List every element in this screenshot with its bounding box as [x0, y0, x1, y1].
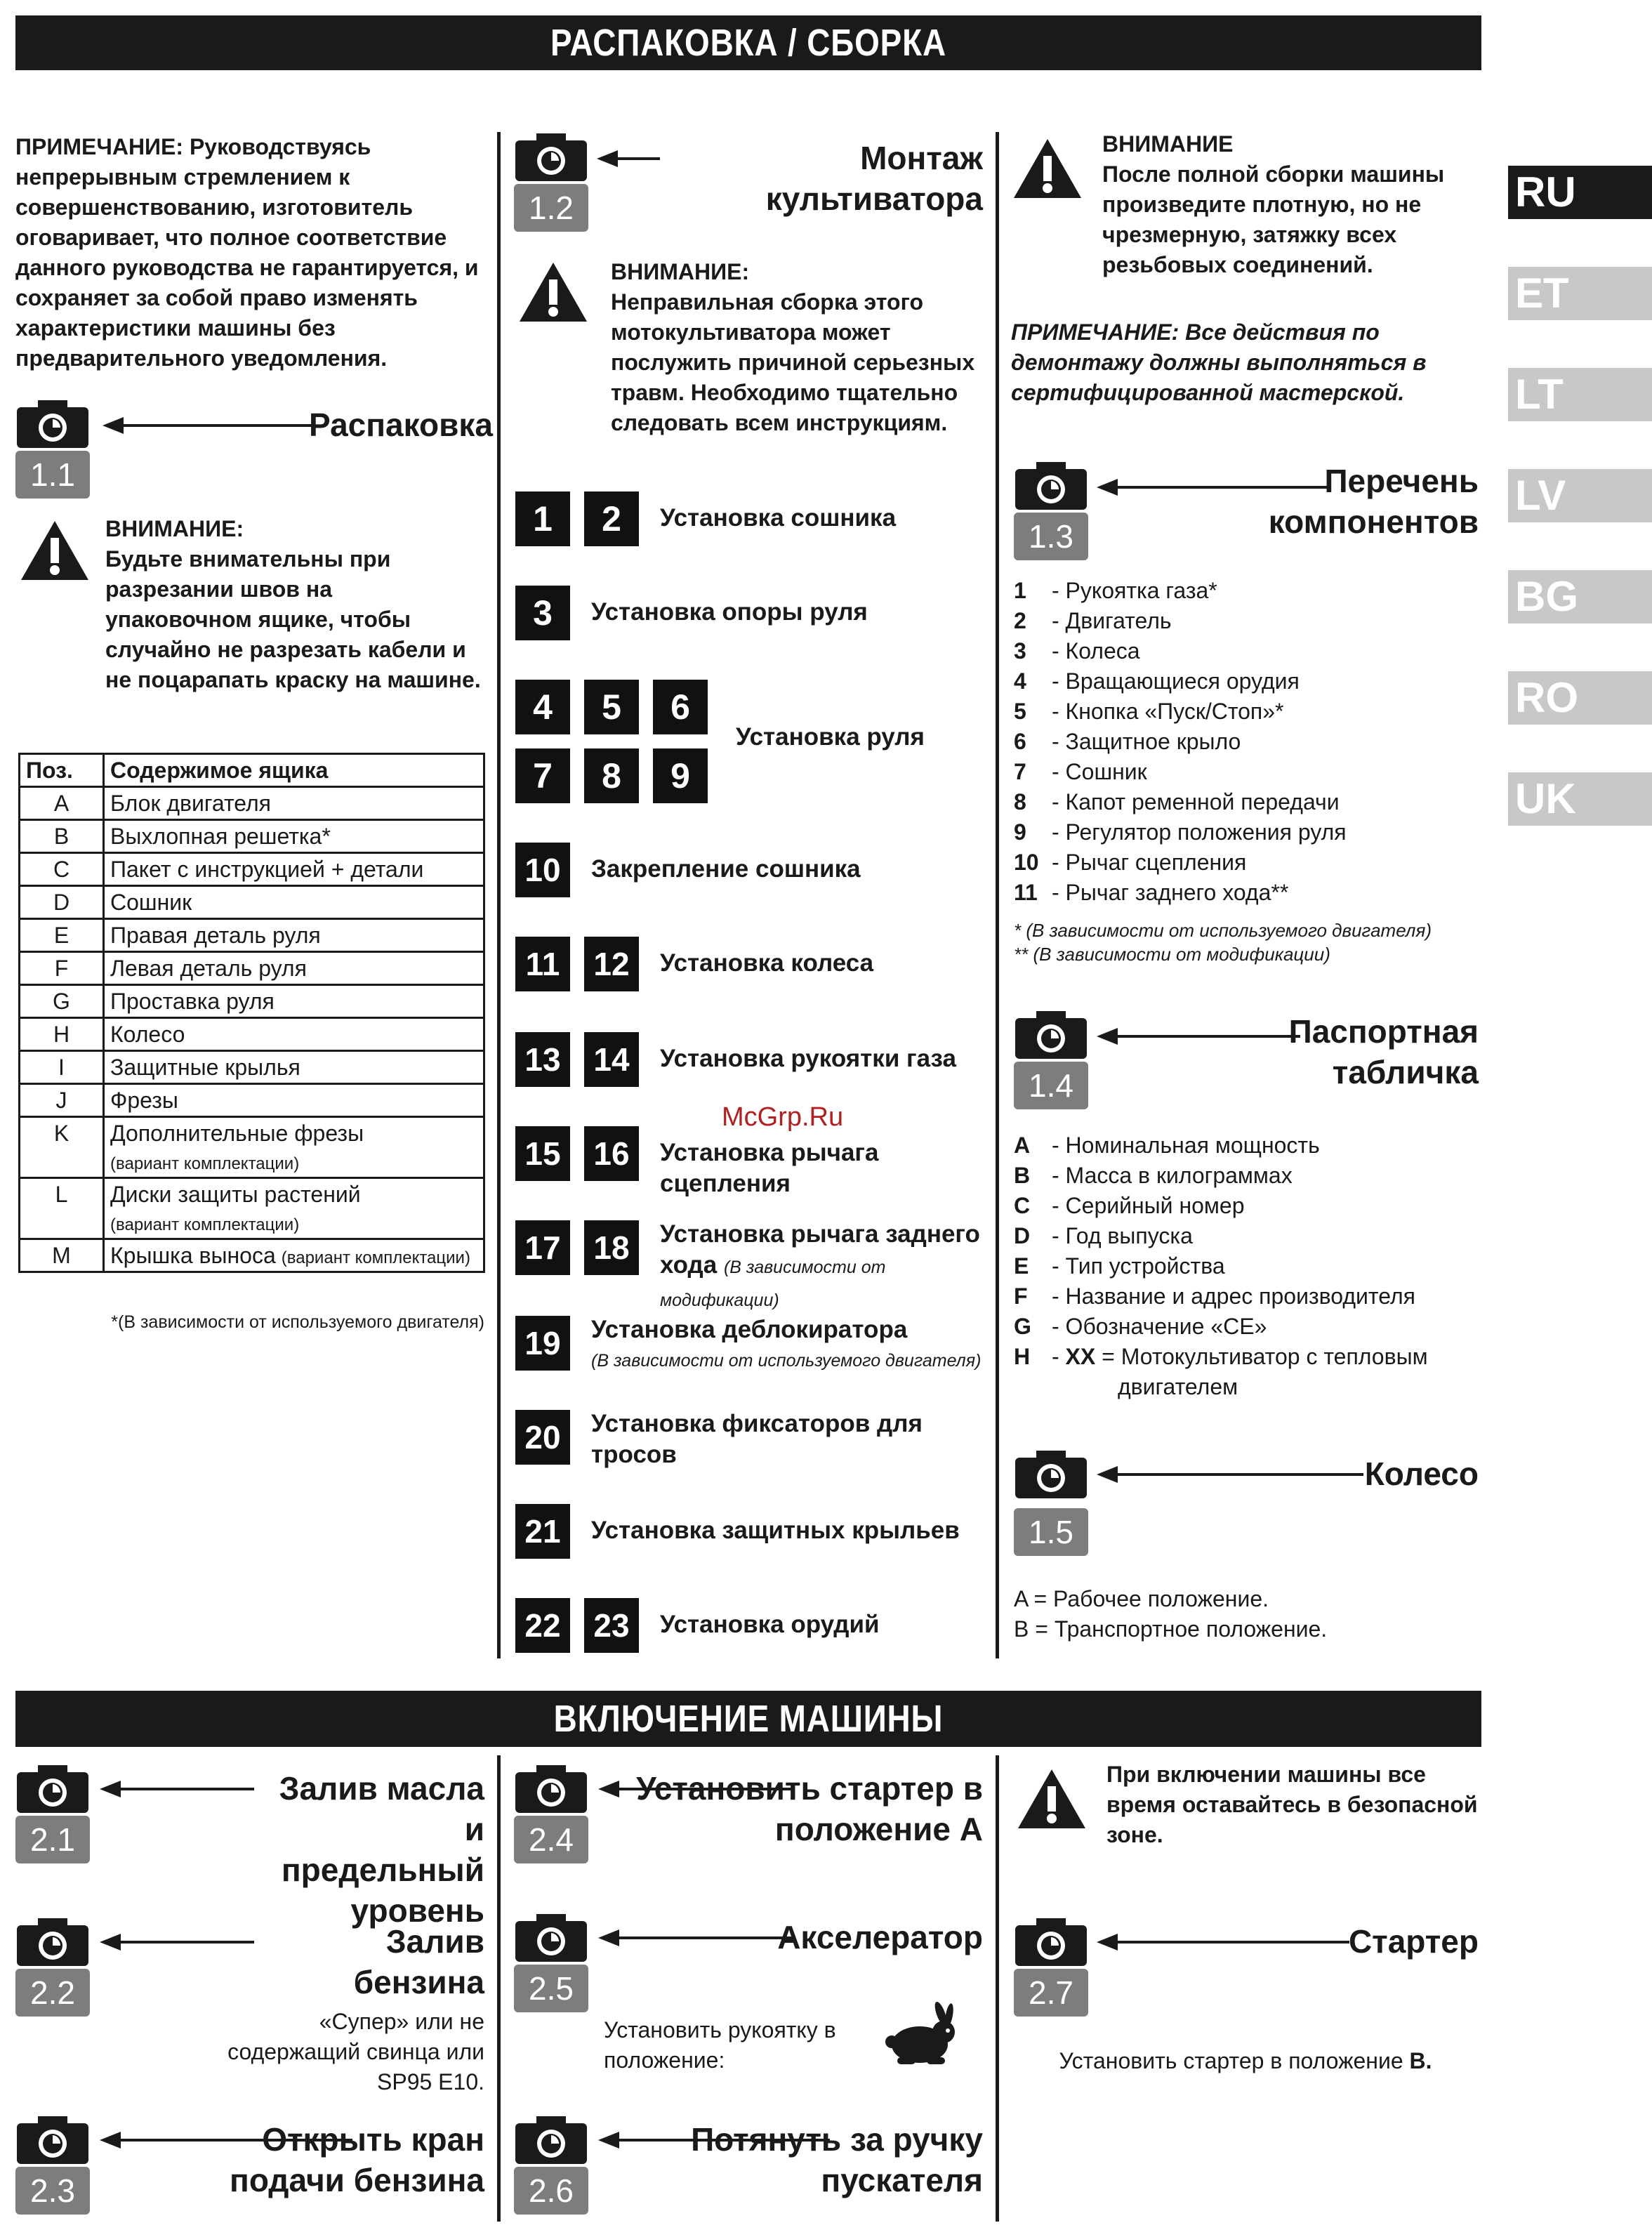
table-row	[20, 952, 484, 985]
table-cell-pos: B	[20, 820, 104, 853]
step-badge-1-1: 1.1	[15, 451, 90, 499]
nameplate-h-xx: XX	[1065, 1344, 1096, 1369]
component-item-key: 4	[1014, 668, 1026, 694]
step-number: 10	[515, 843, 570, 897]
step-label-text: Закрепление сошника	[591, 855, 861, 883]
camera-icon	[514, 2115, 588, 2165]
table-item-label: Диски защиты растений	[110, 1182, 361, 1207]
starter-note-text: Установить стартер в положение	[1059, 2048, 1410, 2073]
nameplate-h-letter: H	[1014, 1344, 1031, 1369]
table-row	[20, 1018, 484, 1051]
middle-warning-text: Неправильная сборка этого мотокультиватора может послужить причиной серьезных травм. Необходимо тщательно следовать всем инструкциям.	[611, 289, 975, 435]
step-badge-2-3: 2.3	[15, 2167, 90, 2215]
table-cell-pos: I	[20, 1051, 104, 1084]
table-cell-pos: L	[20, 1178, 104, 1239]
column-divider	[497, 1755, 501, 2222]
table-row	[20, 1117, 484, 1178]
table-header-pos: Поз.	[20, 754, 104, 787]
step-number: 4	[515, 680, 570, 734]
section-title-2-7: Стартер	[1348, 1923, 1479, 1960]
table-cell-item	[104, 787, 484, 820]
table-row	[20, 985, 484, 1018]
camera-icon	[1014, 461, 1088, 511]
table-cell-item	[104, 820, 484, 853]
nameplate-item-text: - Серийный номер	[1052, 1193, 1245, 1218]
component-item-text: - Рычаг сцепления	[1052, 850, 1247, 875]
right-footnote-1: * (В зависимости от используемого двигателя)	[1014, 920, 1432, 941]
table-row	[20, 1084, 484, 1117]
table-item-label: Защитные крылья	[110, 1055, 300, 1080]
arrow-left-icon	[100, 1934, 254, 1951]
step-number: 2	[584, 491, 639, 546]
component-item	[1014, 606, 1477, 636]
step-label	[660, 1043, 989, 1074]
step-label	[660, 503, 989, 534]
table-row	[20, 820, 484, 853]
camera-icon	[15, 1917, 90, 1967]
step-number: 3	[515, 586, 570, 640]
table-item-label: Выхлопная решетка*	[110, 824, 331, 849]
table-item-label: Блок двигателя	[110, 791, 271, 816]
table-row	[20, 787, 484, 820]
step-label	[660, 1219, 989, 1316]
camera-icon	[15, 1764, 90, 1814]
camera-icon	[514, 1764, 588, 1814]
camera-icon	[514, 132, 588, 183]
component-item-key: 5	[1014, 699, 1026, 724]
nameplate-item-key: A	[1014, 1133, 1031, 1158]
step-number: 8	[584, 748, 639, 803]
nameplate-item-key: C	[1014, 1193, 1031, 1218]
step-badge-2-1: 2.1	[15, 1816, 90, 1863]
step-label-text: Установка рукоятки газа	[660, 1045, 956, 1072]
component-item-key: 7	[1014, 759, 1026, 784]
table-item-variant: (вариант комплектации)	[110, 1154, 300, 1173]
middle-warning-title: ВНИМАНИЕ:	[611, 259, 750, 284]
nameplate-item-text: - Год выпуска	[1052, 1223, 1193, 1248]
arrow-left-icon	[597, 150, 660, 167]
column-divider	[996, 132, 999, 1658]
nameplate-item-key: G	[1014, 1314, 1031, 1339]
component-item	[1014, 576, 1477, 606]
step-number: 23	[584, 1598, 639, 1653]
step-number: 1	[515, 491, 570, 546]
step-label	[591, 1408, 989, 1470]
table-item-variant: (вариант комплектации)	[281, 1248, 470, 1267]
table-cell-item	[104, 952, 484, 985]
camera-icon	[1014, 1917, 1088, 1967]
section-header-start: ВКЛЮЧЕНИЕ МАШИНЫ	[15, 1691, 1481, 1747]
table-item-label: Дополнительные фрезы	[110, 1121, 364, 1146]
table-row	[20, 1178, 484, 1239]
step-number: 9	[653, 748, 708, 803]
nameplate-item-text: - Масса в килограммах	[1052, 1163, 1293, 1188]
component-item-key: 8	[1014, 789, 1026, 814]
component-item-text: - Сошник	[1052, 759, 1147, 784]
nameplate-h-text: = Мотокультиватор с тепловым	[1095, 1344, 1428, 1369]
component-item	[1014, 757, 1477, 787]
starter-note-bold: B.	[1409, 2048, 1432, 2073]
component-item-text: - Колеса	[1052, 638, 1140, 664]
camera-icon	[1014, 1010, 1088, 1060]
step-label-text: Установка защитных крыльев	[591, 1517, 960, 1544]
section-title-2-6: Потянуть за ручку пускателя	[691, 2121, 983, 2198]
table-item-label: Сошник	[110, 890, 192, 915]
table-cell-pos: F	[20, 952, 104, 985]
table-cell-item	[104, 1084, 484, 1117]
table-cell-pos: H	[20, 1018, 104, 1051]
table-cell-pos: G	[20, 985, 104, 1018]
table-cell-item	[104, 853, 484, 886]
component-item-text: - Кнопка «Пуск/Стоп»*	[1052, 699, 1284, 724]
nameplate-item-text: - Название и адрес производителя	[1052, 1284, 1415, 1309]
components-list	[1014, 576, 1477, 908]
table-cell-item	[104, 919, 484, 952]
table-item-label: Колесо	[110, 1022, 185, 1047]
component-item	[1014, 636, 1477, 666]
section-title-2-2: Залив бензина	[353, 1923, 484, 2000]
nameplate-list	[1014, 1130, 1477, 1342]
nameplate-item-key: D	[1014, 1223, 1031, 1248]
step-number: 19	[515, 1316, 570, 1371]
nameplate-h-dash: -	[1052, 1344, 1066, 1369]
arrow-left-icon	[103, 417, 313, 434]
nameplate-item	[1014, 1281, 1477, 1312]
table-header-content: Содержимое ящика	[104, 754, 484, 787]
component-item-text: - Рычаг заднего хода**	[1052, 880, 1289, 905]
step-badge-2-6: 2.6	[514, 2167, 588, 2215]
nameplate-item-key: B	[1014, 1163, 1031, 1188]
step-label-text: Установка колеса	[660, 949, 874, 977]
box-contents-table	[18, 753, 485, 1273]
step-number: 11	[515, 937, 570, 991]
step-label	[591, 1314, 989, 1376]
step-number: 13	[515, 1032, 570, 1087]
nameplate-item-h	[1014, 1342, 1477, 1372]
step-label-text: Установка рычага сцепления	[660, 1139, 879, 1197]
component-item	[1014, 787, 1477, 817]
step-label-text: Установка фиксаторов для тросов	[591, 1410, 923, 1468]
left-warning-text: Будьте внимательны при разрезании швов на упаковочном ящике, чтобы случайно не разрезать кабели и не поцарапать краску на машине.	[105, 546, 481, 692]
step-label-text: Установка деблокиратора	[591, 1316, 908, 1343]
language-tab-ru[interactable]: RU	[1508, 166, 1652, 219]
nameplate-item-key: E	[1014, 1253, 1029, 1279]
section-title-2-5: Акселератор	[777, 1919, 983, 1955]
step-label-text: Установка орудий	[660, 1611, 880, 1638]
table-cell-item	[104, 1051, 484, 1084]
table-row	[20, 1239, 484, 1272]
component-item	[1014, 697, 1477, 727]
component-item-text: - Защитное крыло	[1052, 729, 1241, 754]
throttle-note: Установить рукоятку в положение:	[604, 2017, 836, 2073]
step-label	[660, 948, 989, 979]
left-warning-title: ВНИМАНИЕ:	[105, 516, 244, 541]
rabbit-icon	[876, 2001, 960, 2071]
language-tab-lv[interactable]: LV	[1508, 469, 1652, 522]
step-badge-2-4: 2.4	[514, 1816, 588, 1863]
table-cell-pos: E	[20, 919, 104, 952]
section-header-unpacking: РАСПАКОВКА / СБОРКА	[15, 15, 1481, 70]
table-cell-item	[104, 1239, 484, 1272]
step-label-text: Установка сошника	[660, 504, 897, 532]
arrow-left-icon	[1097, 1028, 1300, 1045]
step-number: 7	[515, 748, 570, 803]
nameplate-h-text-2: двигателем	[1118, 1374, 1238, 1399]
table-cell-pos: A	[20, 787, 104, 820]
component-item	[1014, 817, 1477, 847]
table-cell-item	[104, 985, 484, 1018]
wheel-position-a: A = Рабочее положение.	[1014, 1586, 1269, 1611]
table-row	[20, 1051, 484, 1084]
language-tab-ro[interactable]: RO	[1508, 671, 1652, 725]
table-item-label: Фрезы	[110, 1088, 178, 1113]
component-item-key: 11	[1014, 880, 1038, 905]
step-label-note: (В зависимости от используемого двигателя)	[591, 1351, 982, 1371]
step-badge-2-2: 2.2	[15, 1969, 90, 2017]
nameplate-item-text: - Обозначение «CE»	[1052, 1314, 1267, 1339]
starter-note	[1014, 2046, 1477, 2076]
section-title-1-1: Распаковка	[309, 407, 494, 443]
nameplate-item	[1014, 1130, 1477, 1161]
step-badge-1-2: 1.2	[514, 184, 588, 232]
component-item-key: 3	[1014, 638, 1026, 664]
table-cell-pos: K	[20, 1117, 104, 1178]
nameplate-item	[1014, 1191, 1477, 1221]
table-item-label: Крышка выноса	[110, 1243, 276, 1268]
step-number: 17	[515, 1220, 570, 1275]
step-badge-1-4: 1.4	[1014, 1062, 1088, 1109]
component-item-text: - Рукоятка газа*	[1052, 578, 1217, 603]
nameplate-item-key: F	[1014, 1284, 1028, 1309]
step-label	[660, 1609, 989, 1640]
table-row	[20, 886, 484, 919]
step-label-text: Установка опоры руля	[591, 598, 868, 626]
watermark: McGrp.Ru	[722, 1102, 844, 1132]
section-title-1-3: Перечень компонентов	[1268, 463, 1479, 540]
nameplate-item	[1014, 1312, 1477, 1342]
step-number: 5	[584, 680, 639, 734]
step-number: 21	[515, 1504, 570, 1559]
right-warning-text: После полной сборки машины произведите плотную, но не чрезмерную, затяжку всех резьбовых соединений.	[1102, 161, 1445, 277]
wheel-position-b: B = Транспортное положение.	[1014, 1616, 1328, 1642]
right-warning-title: ВНИМАНИЕ	[1102, 131, 1234, 157]
table-item-label: Пакет с инструкцией + детали	[110, 857, 424, 882]
nameplate-item-text: - Тип устройства	[1052, 1253, 1225, 1279]
warning-icon	[1017, 1768, 1087, 1830]
component-item-key: 1	[1014, 578, 1026, 603]
arrow-left-icon	[1097, 1934, 1349, 1951]
component-item-key: 2	[1014, 608, 1026, 633]
table-cell-pos: M	[20, 1239, 104, 1272]
section-title-1-5: Колесо	[1364, 1456, 1479, 1492]
arrow-left-icon	[100, 1781, 254, 1797]
table-row	[20, 919, 484, 952]
step-number: 12	[584, 937, 639, 991]
component-item-key: 10	[1014, 850, 1039, 875]
step-number: 14	[584, 1032, 639, 1087]
step-badge-2-7: 2.7	[1014, 1969, 1088, 2017]
nameplate-item	[1014, 1251, 1477, 1281]
step-label	[660, 1137, 989, 1199]
step-badge-1-3: 1.3	[1014, 513, 1088, 560]
step-label	[591, 854, 989, 885]
step-badge-2-5: 2.5	[514, 1965, 588, 2012]
table-item-variant: (вариант комплектации)	[110, 1215, 300, 1234]
component-item	[1014, 847, 1477, 878]
step-badge-1-5: 1.5	[1014, 1508, 1088, 1556]
component-item-key: 9	[1014, 819, 1026, 845]
step-number: 6	[653, 680, 708, 734]
component-item-text: - Двигатель	[1052, 608, 1172, 633]
component-item	[1014, 727, 1477, 757]
table-cell-pos: J	[20, 1084, 104, 1117]
step-label	[591, 597, 989, 628]
step-number: 20	[515, 1410, 570, 1465]
nameplate-item	[1014, 1221, 1477, 1251]
table-cell-pos: D	[20, 886, 104, 919]
step-label-text: Установка рычага заднего хода	[660, 1220, 980, 1279]
left-footnote: *(В зависимости от используемого двигателя)	[111, 1312, 484, 1332]
table-cell-pos: C	[20, 853, 104, 886]
section-title-1-4: Паспортная табличка	[1288, 1013, 1479, 1090]
component-item	[1014, 878, 1477, 908]
camera-icon	[15, 399, 90, 449]
section-title-2-4: Установить стартер в положение A	[636, 1770, 983, 1847]
component-item-text: - Вращающиеся орудия	[1052, 668, 1300, 694]
component-item-key: 6	[1014, 729, 1026, 754]
fuel-note: «Супер» или не содержащий свинца или SP95 E10.	[227, 2009, 484, 2094]
table-item-label: Правая деталь руля	[110, 923, 321, 948]
section-title-2-1: Залив масла и предельный уровень	[279, 1770, 484, 1929]
start-warning-text: При включении машины все время оставайтесь в безопасной зоне.	[1106, 1762, 1478, 1847]
left-note: ПРИМЕЧАНИЕ: Руководствуясь непрерывным стремлением к совершенствованию, изготовитель оговаривает, что полное соответствие данного руководства не гарантируется, и сохраняет за собой право изменять характеристики машины без предварительного уведомления.	[15, 134, 479, 371]
component-item-text: - Регулятор положения руля	[1052, 819, 1347, 845]
right-note: ПРИМЕЧАНИЕ: Все действия по демонтажу должны выполняться в сертифицированной мастерской.	[1011, 319, 1427, 405]
section-title-1-2: Монтаж культиватора	[765, 140, 983, 217]
warning-icon	[20, 520, 90, 581]
warning-icon	[518, 261, 588, 323]
component-item-text: - Капот ременной передачи	[1052, 789, 1340, 814]
section-title-2-3: Открыть кран подачи бензина	[230, 2121, 484, 2198]
step-number: 16	[584, 1126, 639, 1181]
table-item-label: Левая деталь руля	[110, 956, 307, 981]
camera-icon	[514, 1913, 588, 1963]
table-cell-item	[104, 1117, 484, 1178]
language-tab-et[interactable]: ET	[1508, 267, 1652, 320]
step-number: 18	[584, 1220, 639, 1275]
language-tab-uk[interactable]: UK	[1508, 772, 1652, 826]
step-number: 15	[515, 1126, 570, 1181]
nameplate-item-text: - Номинальная мощность	[1052, 1133, 1320, 1158]
step-label	[591, 1515, 989, 1546]
column-divider	[996, 1755, 999, 2222]
table-cell-item	[104, 1178, 484, 1239]
step-label-note: (В зависимости от модификации)	[660, 1258, 886, 1310]
camera-icon	[15, 2115, 90, 2165]
component-item	[1014, 666, 1477, 697]
column-divider	[497, 132, 501, 1658]
table-item-label: Проставка руля	[110, 989, 275, 1014]
table-cell-item	[104, 1018, 484, 1051]
table-cell-item	[104, 886, 484, 919]
step-number: 22	[515, 1598, 570, 1653]
table-row	[20, 853, 484, 886]
warning-icon	[1012, 138, 1083, 199]
right-footnote-2: ** (В зависимости от модификации)	[1014, 944, 1330, 965]
nameplate-item	[1014, 1161, 1477, 1191]
arrow-left-icon	[1097, 1466, 1363, 1483]
language-tab-lt[interactable]: LT	[1508, 368, 1652, 421]
camera-icon	[1014, 1449, 1088, 1500]
language-tab-bg[interactable]: BG	[1508, 570, 1652, 623]
step-label	[736, 722, 989, 753]
step-label-text: Установка руля	[736, 723, 925, 751]
